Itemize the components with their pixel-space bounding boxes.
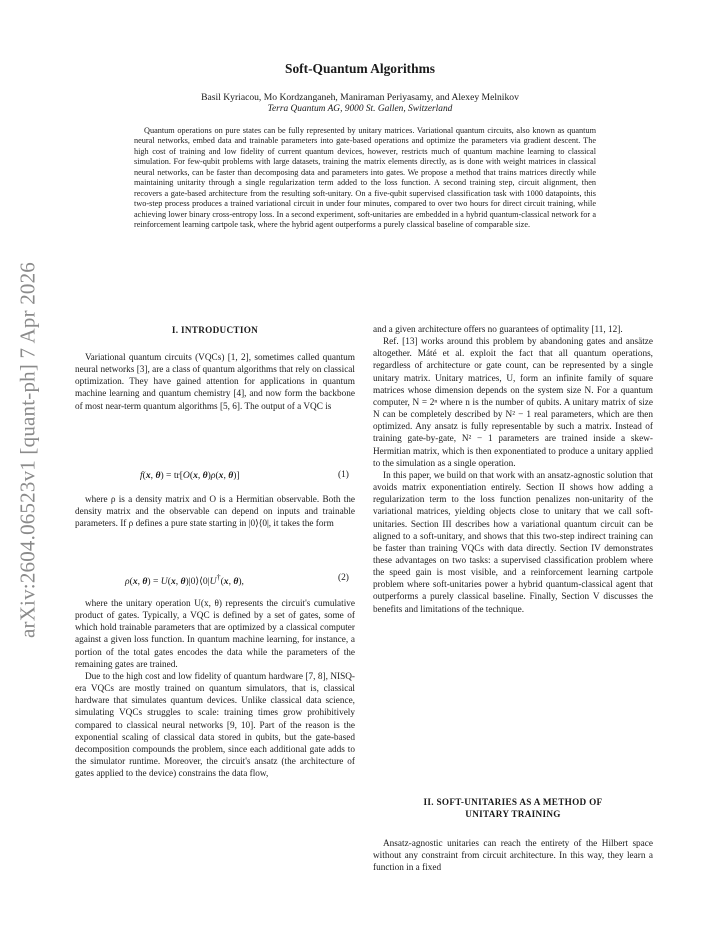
intro-paragraph-6: Ref. [13] works around this problem by abandoning gates and ansätze altogether. Máté et al. exploit the fact that all quantum operations, regardless of architecture or gate count, can be represented by a single unitary matrix. Unitary matrices, U, form an infinite family of square matrices whose dimension depends on the system size N. For a quantum computer, N = 2ⁿ where n is the number of qubits. A unitary matrix of size N can be completely described by N² − 1 real parameters, which are then optimized. Any ansatz is fully representable by such a matrix. Instead of training gate-by-gate, N² − 1 parameters are trained inside a skew-Hermitian matrix, which is then exponentiated to produce a unitary applied to the simulation as a single operation. (373, 337, 653, 469)
affiliation: Terra Quantum AG, 9000 St. Gallen, Switzerland (267, 104, 453, 114)
intro-paragraph-5: and a given architecture offers no guarantees of optimality [11, 12]. (373, 325, 623, 335)
section-2-paragraph-1: Ansatz-agnostic unitaries can reach the entirety of the Hilbert space without any constraint from circuit architecture. In this way, they learn a function in a fixed (373, 839, 653, 874)
paper-title: Soft-Quantum Algorithms (285, 61, 435, 76)
section-2-heading-line-2: UNITARY TRAINING (465, 809, 561, 819)
abstract: Quantum operations on pure states can be fully represented by unitary matrices. Variational quantum circuits, also known as quantum neural networks, embed data and trainable parameters into gate-based operations and optimize the parameters via gradient descent. The high cost of training and low fidelity of current quantum devices, however, restricts much of quantum machine learning to classical simulation. For few-qubit problems with large datasets, training the matrix elements directly, as is done with weight matrices in classical neural networks, can be faster than decomposing data and parameters into gates. We propose a method that trains matrices directly while maintaining unitarity through a single regularization term added to the loss function. A second training step, circuit alignment, then recovers a gate-based architecture from the resulting soft-unitary. On a five-qubit supervised classification task with 1000 datapoints, this two-step process produces a trained variational circuit in under four minutes, compared to over two hours for direct circuit training, while achieving lower binary cross-entropy loss. In a second experiment, soft-unitaries are embedded in a hybrid quantum-classical network for a reinforcement learning cartpole task, where the hybrid agent outperforms a purely classical baseline of comparable size. (134, 126, 596, 230)
equation-1: f(x, θ) = tr[O(x, θ)ρ(x, θ)] (140, 470, 240, 481)
section-2-heading (373, 796, 653, 820)
intro-paragraph-4: Due to the high cost and low fidelity of quantum hardware [7, 8], NISQ-era VQCs are mostly trained on quantum simulators, that is, classical hardware that simulates quantum devices. Unlike classical data science, simulating VQCs struggles to scale: training times grow prohibitively compared to classical neural networks [9, 10]. Part of the reason is the exponential scaling of classical data stored in qubits, but the gate-based decomposition compounds the problem, since each additional gate adds to the simulator runtime. Moreover, the circuit's ansatz (the architecture of gates applied to the device) constrains the data flow, (75, 671, 355, 780)
arxiv-identifier-stamp (8, 250, 48, 650)
intro-paragraph-3: where the unitary operation U(x, θ) represents the circuit's cumulative product of gates. Typically, a VQC is defined by a set of gates, some of which hold trainable parameters that are optimized by a classical computer against a given loss function. In quantum machine learning, for instance, a portion of the total gates encodes the data while the parameters of the remaining gates are trained. (75, 599, 355, 670)
arxiv-identifier-text: arXiv:2604.06523v1 [quant-ph] 7 Apr 2026 (15, 261, 40, 639)
intro-paragraph-7: In this paper, we build on that work with an ansatz-agnostic solution that avoids matrix exponentiation entirely. Section II shows how adding a regularization term to the loss function penalizes non-unitarity of the variational matrices, yielding objects close to unitary that we call soft-unitaries. Section III describes how a variational quantum circuit can be aligned to a soft-unitary, and shows that this two-step indirect training can be faster than training VQCs with data directly. Section IV demonstrates these advantages on two tasks: a supervised classification problem where the speed gain is most visible, and a reinforcement learning cartpole problem where soft-unitaries power a hybrid quantum-classical agent that outperforms a purely classical baseline. Finally, Section V discusses the benefits and limitations of the technique. (373, 470, 653, 615)
section-2-heading-line-1: II. SOFT-UNITARIES AS A METHOD OF (423, 797, 603, 807)
intro-paragraph-1: Variational quantum circuits (VQCs) [1, 2], sometimes called quantum neural networks [3], are a class of quantum algorithms that rely on classical optimization. They have gained attention for applications in quantum machine learning and quantum chemistry [4], and now form the backbone of most near-term quantum algorithms [5, 6]. The output of a VQC is (75, 353, 355, 412)
equation-1-number: (1) (338, 470, 349, 480)
equation-2-number: (2) (338, 573, 349, 583)
section-1-heading: I. INTRODUCTION (171, 325, 259, 335)
author-list: Basil Kyriacou, Mo Kordzanganeh, Maniraman Periyasamy, and Alexey Melnikov (201, 92, 519, 103)
equation-2: ρ(x, θ) = U(x, θ)|0⟩⟨0|U†(x, θ), (125, 573, 244, 588)
intro-paragraph-2: where ρ is a density matrix and O is a Hermitian observable. Both the density matrix and the observable can depend on inputs and trainable parameters. If ρ defines a pure state starting in |0⟩⟨0|, it takes the form (75, 495, 355, 530)
